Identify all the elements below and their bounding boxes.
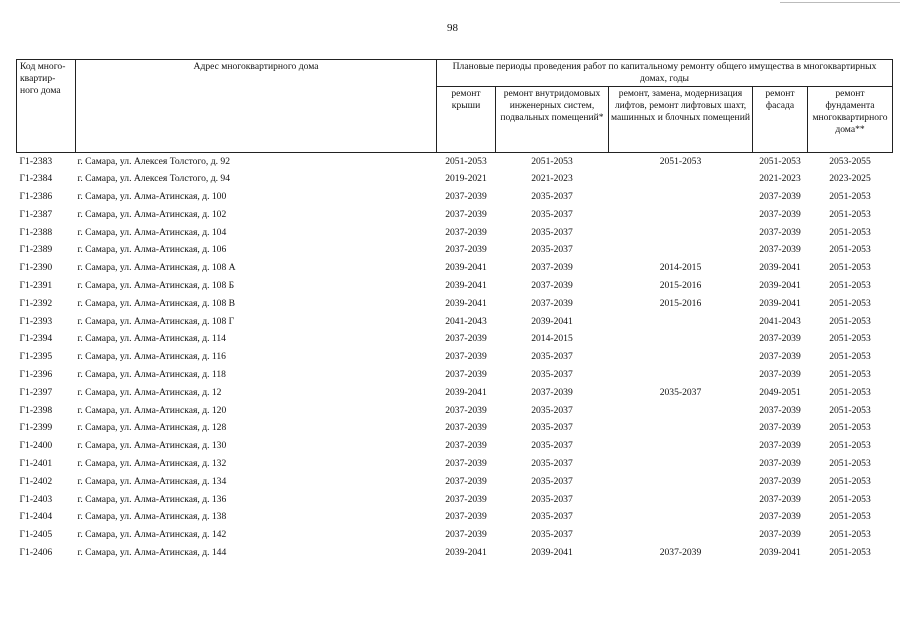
row-roof: 2037-2039 xyxy=(445,351,487,363)
header-row-top xyxy=(17,60,893,87)
row-address: г. Самара, ул. Алма-Атинская, д. 128 xyxy=(77,422,227,434)
row-roof: 2037-2039 xyxy=(445,457,487,469)
row-code: Г1-2399 xyxy=(19,422,53,434)
row-roof: 2051-2053 xyxy=(445,155,487,167)
table-row xyxy=(17,348,893,366)
row-code: Г1-2402 xyxy=(19,475,53,487)
row-foundation: 2051-2053 xyxy=(829,475,871,487)
row-foundation: 2051-2053 xyxy=(829,440,871,452)
row-elevators xyxy=(609,330,753,348)
table-row xyxy=(17,366,893,384)
row-facade: 2037-2039 xyxy=(759,333,801,345)
row-address: г. Самара, ул. Алексея Толстого, д. 94 xyxy=(77,173,231,185)
row-facade: 2021-2023 xyxy=(759,173,801,185)
row-roof: 2037-2039 xyxy=(445,529,487,541)
row-code: Г1-2396 xyxy=(19,368,53,380)
row-code: Г1-2387 xyxy=(19,208,53,220)
row-foundation: 2051-2053 xyxy=(829,190,871,202)
header-facade: ремонт фасада xyxy=(753,87,808,153)
row-facade: 2039-2041 xyxy=(759,279,801,291)
table-row xyxy=(17,526,893,544)
row-systems: 2035-2037 xyxy=(531,493,573,505)
row-systems: 2035-2037 xyxy=(531,475,573,487)
row-roof: 2037-2039 xyxy=(445,440,487,452)
header-foundation: ремонт фундамента многоквартирного дома** xyxy=(808,87,893,153)
header-systems: ремонт внутридомовых инженерных систем, подвальных помещений* xyxy=(496,87,609,153)
row-systems: 2035-2037 xyxy=(531,351,573,363)
row-foundation: 2023-2025 xyxy=(829,173,871,185)
row-address: г. Самара, ул. Алма-Атинская, д. 108 Б xyxy=(77,279,235,291)
row-code: Г1-2394 xyxy=(19,333,53,345)
row-code: Г1-2401 xyxy=(19,457,53,469)
row-address: г. Самара, ул. Алма-Атинская, д. 142 xyxy=(77,529,227,541)
row-roof: 2039-2041 xyxy=(445,279,487,291)
row-address: г. Самара, ул. Алма-Атинская, д. 138 xyxy=(77,511,227,523)
row-elevators: 2015-2016 xyxy=(659,279,702,291)
row-roof: 2037-2039 xyxy=(445,244,487,256)
row-elevators xyxy=(609,170,753,188)
row-elevators: 2015-2016 xyxy=(659,297,702,309)
row-systems: 2035-2037 xyxy=(531,511,573,523)
row-address: г. Самара, ул. Алма-Атинская, д. 132 xyxy=(77,457,227,469)
row-facade: 2037-2039 xyxy=(759,244,801,256)
row-foundation: 2051-2053 xyxy=(829,457,871,469)
row-foundation: 2051-2053 xyxy=(829,244,871,256)
row-code: Г1-2390 xyxy=(19,262,53,274)
row-roof: 2039-2041 xyxy=(445,297,487,309)
table-row xyxy=(17,508,893,526)
row-facade: 2037-2039 xyxy=(759,511,801,523)
row-facade: 2039-2041 xyxy=(759,297,801,309)
row-elevators xyxy=(609,491,753,509)
table-row xyxy=(17,241,893,259)
row-roof: 2037-2039 xyxy=(445,226,487,238)
table-row xyxy=(17,259,893,277)
row-code: Г1-2388 xyxy=(19,226,53,238)
row-systems: 2014-2015 xyxy=(531,333,573,345)
row-foundation: 2051-2053 xyxy=(829,297,871,309)
row-foundation: 2051-2053 xyxy=(829,351,871,363)
row-elevators xyxy=(609,348,753,366)
row-facade: 2037-2039 xyxy=(759,404,801,416)
top-rule xyxy=(780,2,900,3)
row-roof: 2039-2041 xyxy=(445,546,487,558)
header-roof: ремонт крыши xyxy=(437,87,496,153)
row-elevators xyxy=(609,366,753,384)
table-row xyxy=(17,455,893,473)
row-address: г. Самара, ул. Алма-Атинская, д. 130 xyxy=(77,440,227,452)
row-foundation: 2053-2055 xyxy=(829,155,871,167)
row-systems: 2035-2037 xyxy=(531,226,573,238)
row-facade: 2037-2039 xyxy=(759,368,801,380)
row-roof: 2037-2039 xyxy=(445,475,487,487)
row-foundation: 2051-2053 xyxy=(829,511,871,523)
row-address: г. Самара, ул. Алма-Атинская, д. 108 В xyxy=(77,297,236,309)
table-row xyxy=(17,170,893,188)
row-code: Г1-2386 xyxy=(19,190,53,202)
header-elevators: ремонт, замена, модернизация лифтов, ремонт лифтовых шахт, машинных и блочных помещений xyxy=(609,87,753,153)
row-code: Г1-2403 xyxy=(19,493,53,505)
row-elevators xyxy=(609,419,753,437)
header-address: Адрес многоквартирного дома xyxy=(76,60,437,153)
row-code: Г1-2389 xyxy=(19,244,53,256)
table-row xyxy=(17,384,893,402)
row-address: г. Самара, ул. Алма-Атинская, д. 118 xyxy=(77,368,226,380)
header-periods: Плановые периоды проведения работ по капитальному ремонту общего имущества в многоквартирных домах, годы xyxy=(437,60,893,87)
row-systems: 2035-2037 xyxy=(531,368,573,380)
row-systems: 2035-2037 xyxy=(531,440,573,452)
row-code: Г1-2393 xyxy=(19,315,53,327)
row-facade: 2039-2041 xyxy=(759,262,801,274)
row-address: г. Самара, ул. Алма-Атинская, д. 108 Г xyxy=(77,315,235,327)
row-address: г. Самара, ул. Алма-Атинская, д. 100 xyxy=(77,190,227,202)
table-row xyxy=(17,491,893,509)
row-facade: 2041-2043 xyxy=(759,315,801,327)
row-address: г. Самара, ул. Алма-Атинская, д. 102 xyxy=(77,208,227,220)
capital-repair-table xyxy=(16,59,893,562)
row-elevators xyxy=(609,224,753,242)
row-facade: 2037-2039 xyxy=(759,475,801,487)
row-code: Г1-2391 xyxy=(19,279,53,291)
row-foundation: 2051-2053 xyxy=(829,404,871,416)
row-address: г. Самара, ул. Алма-Атинская, д. 134 xyxy=(77,475,227,487)
table-header xyxy=(17,60,893,153)
row-systems: 2051-2053 xyxy=(531,155,573,167)
row-elevators xyxy=(609,526,753,544)
row-facade: 2037-2039 xyxy=(759,493,801,505)
row-systems: 2021-2023 xyxy=(531,173,573,185)
row-facade: 2037-2039 xyxy=(759,529,801,541)
row-roof: 2037-2039 xyxy=(445,404,487,416)
row-systems: 2035-2037 xyxy=(531,190,573,202)
row-elevators: 2014-2015 xyxy=(659,262,702,274)
row-foundation: 2051-2053 xyxy=(829,333,871,345)
row-roof: 2039-2041 xyxy=(445,262,487,274)
row-facade: 2037-2039 xyxy=(759,440,801,452)
row-roof: 2041-2043 xyxy=(445,315,487,327)
table-row xyxy=(17,437,893,455)
row-foundation: 2051-2053 xyxy=(829,368,871,380)
row-systems: 2035-2037 xyxy=(531,422,573,434)
row-elevators xyxy=(609,473,753,491)
row-facade: 2037-2039 xyxy=(759,422,801,434)
row-elevators: 2035-2037 xyxy=(659,386,702,398)
row-roof: 2037-2039 xyxy=(445,190,487,202)
row-foundation: 2051-2053 xyxy=(829,546,871,558)
table-body xyxy=(17,153,893,562)
row-code: Г1-2383 xyxy=(19,155,53,167)
row-systems: 2035-2037 xyxy=(531,208,573,220)
table-row xyxy=(17,224,893,242)
row-facade: 2039-2041 xyxy=(759,546,801,558)
row-code: Г1-2398 xyxy=(19,404,53,416)
row-systems: 2037-2039 xyxy=(531,386,573,398)
row-code: Г1-2406 xyxy=(19,546,53,558)
row-facade: 2037-2039 xyxy=(759,226,801,238)
row-code: Г1-2404 xyxy=(19,511,53,523)
row-roof: 2019-2021 xyxy=(445,173,487,185)
row-address: г. Самара, ул. Алма-Атинская, д. 136 xyxy=(77,493,227,505)
row-foundation: 2051-2053 xyxy=(829,279,871,291)
row-systems: 2037-2039 xyxy=(531,297,573,309)
row-foundation: 2051-2053 xyxy=(829,315,871,327)
row-facade: 2037-2039 xyxy=(759,208,801,220)
row-elevators xyxy=(609,437,753,455)
row-facade: 2051-2053 xyxy=(759,155,801,167)
row-facade: 2037-2039 xyxy=(759,351,801,363)
page-number: 98 xyxy=(447,22,458,34)
row-code: Г1-2397 xyxy=(19,386,53,398)
row-roof: 2037-2039 xyxy=(445,511,487,523)
row-code: Г1-2395 xyxy=(19,351,53,363)
row-roof: 2037-2039 xyxy=(445,422,487,434)
row-code: Г1-2400 xyxy=(19,440,53,452)
row-address: г. Самара, ул. Алма-Атинская, д. 116 xyxy=(77,351,226,363)
table-row xyxy=(17,544,893,562)
row-facade: 2037-2039 xyxy=(759,457,801,469)
row-roof: 2037-2039 xyxy=(445,368,487,380)
row-elevators xyxy=(609,241,753,259)
table-row xyxy=(17,473,893,491)
header-code: Код много-квартир-ного дома xyxy=(17,60,76,153)
row-roof: 2037-2039 xyxy=(445,333,487,345)
row-roof: 2037-2039 xyxy=(445,208,487,220)
row-systems: 2035-2037 xyxy=(531,404,573,416)
table-row xyxy=(17,277,893,295)
row-systems: 2035-2037 xyxy=(531,529,573,541)
table-row xyxy=(17,419,893,437)
table-row xyxy=(17,330,893,348)
row-code: Г1-2384 xyxy=(19,173,53,185)
row-roof: 2039-2041 xyxy=(445,386,487,398)
row-systems: 2035-2037 xyxy=(531,244,573,256)
row-code: Г1-2405 xyxy=(19,529,53,541)
row-address: г. Самара, ул. Алма-Атинская, д. 114 xyxy=(77,333,226,345)
row-systems: 2037-2039 xyxy=(531,279,573,291)
row-elevators xyxy=(609,313,753,331)
row-address: г. Самара, ул. Алма-Атинская, д. 12 xyxy=(77,386,222,398)
row-elevators xyxy=(609,508,753,526)
row-systems: 2035-2037 xyxy=(531,457,573,469)
row-address: г. Самара, ул. Алма-Атинская, д. 106 xyxy=(77,244,227,256)
row-systems: 2039-2041 xyxy=(531,546,573,558)
table-row xyxy=(17,313,893,331)
row-foundation: 2051-2053 xyxy=(829,529,871,541)
row-foundation: 2051-2053 xyxy=(829,208,871,220)
row-foundation: 2051-2053 xyxy=(829,226,871,238)
table-row xyxy=(17,402,893,420)
row-foundation: 2051-2053 xyxy=(829,262,871,274)
row-foundation: 2051-2053 xyxy=(829,422,871,434)
row-address: г. Самара, ул. Алма-Атинская, д. 120 xyxy=(77,404,227,416)
row-systems: 2037-2039 xyxy=(531,262,573,274)
row-elevators: 2051-2053 xyxy=(659,155,702,167)
table-row xyxy=(17,188,893,206)
row-facade: 2049-2051 xyxy=(759,386,801,398)
row-address: г. Самара, ул. Алексея Толстого, д. 92 xyxy=(77,155,231,167)
row-facade: 2037-2039 xyxy=(759,190,801,202)
row-elevators xyxy=(609,402,753,420)
row-address: г. Самара, ул. Алма-Атинская, д. 104 xyxy=(77,226,227,238)
row-foundation: 2051-2053 xyxy=(829,386,871,398)
row-address: г. Самара, ул. Алма-Атинская, д. 108 А xyxy=(77,262,236,274)
row-code: Г1-2392 xyxy=(19,297,53,309)
table-row xyxy=(17,295,893,313)
row-elevators xyxy=(609,455,753,473)
row-elevators xyxy=(609,206,753,224)
table-row xyxy=(17,206,893,224)
row-roof: 2037-2039 xyxy=(445,493,487,505)
row-address: г. Самара, ул. Алма-Атинская, д. 144 xyxy=(77,546,227,558)
row-elevators: 2037-2039 xyxy=(659,546,702,558)
row-systems: 2039-2041 xyxy=(531,315,573,327)
row-elevators xyxy=(609,188,753,206)
row-foundation: 2051-2053 xyxy=(829,493,871,505)
table-row xyxy=(17,153,893,171)
